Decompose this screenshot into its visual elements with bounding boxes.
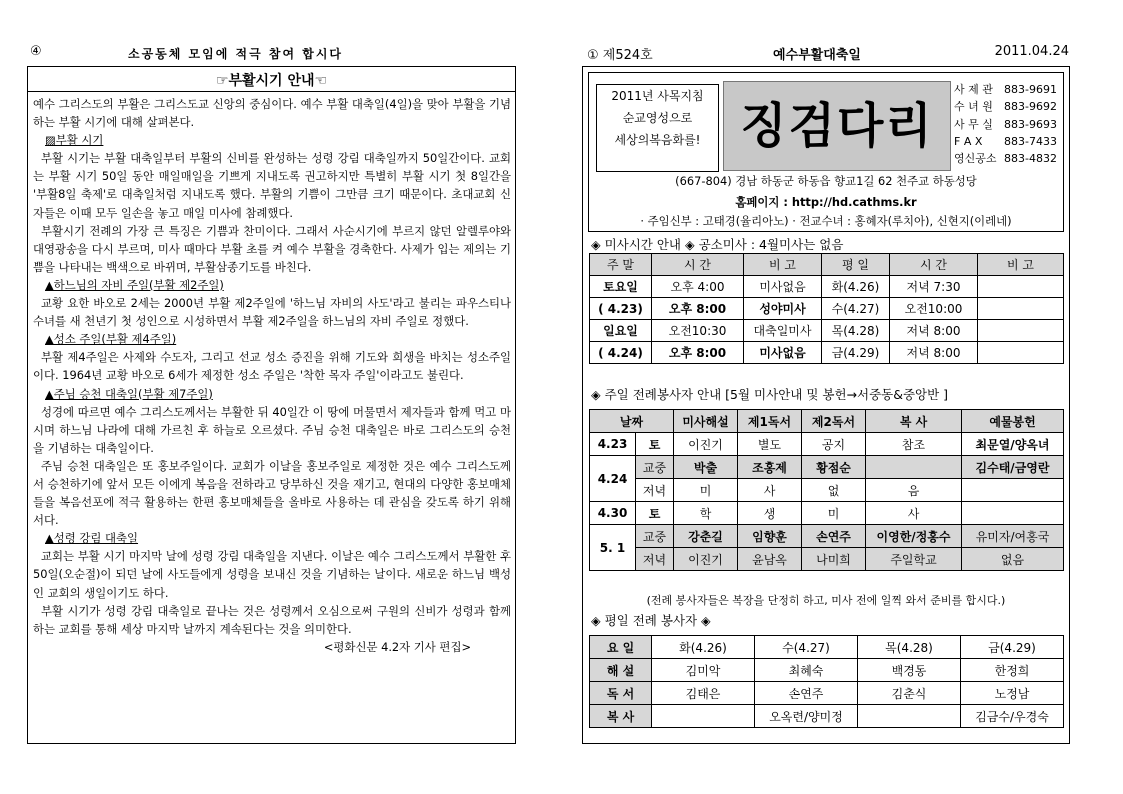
- weekday-row: [590, 705, 1064, 728]
- weekday-header-cell: 금(4.29): [961, 636, 1064, 659]
- article-subheading: ▲성소 주일(부활 제4주일): [45, 332, 177, 347]
- servers-cell: 학: [674, 502, 738, 525]
- servers-cell: [962, 502, 1064, 525]
- contact-label: 사 무 실: [954, 117, 993, 131]
- weekday-cell: 김미악: [652, 659, 755, 682]
- weekday-cell: 오옥련/양미정: [755, 705, 858, 728]
- contact-row: [954, 133, 1064, 150]
- mass-cell: 저녁 8:00: [890, 320, 978, 342]
- mass-cell: 화(4.26): [822, 276, 890, 298]
- servers-row: [590, 502, 1064, 525]
- weekday-cell: 김태은: [652, 682, 755, 705]
- servers-header-cell: 복 사: [866, 410, 962, 433]
- mass-cell: [978, 320, 1064, 342]
- mass-cell: 목(4.28): [822, 320, 890, 342]
- contact-row: [954, 150, 1064, 167]
- mass-schedule-table: [589, 253, 1064, 364]
- weekday-cell: 김춘식: [858, 682, 961, 705]
- servers-cell: 4.24: [590, 456, 636, 502]
- weekday-cell: 독 서: [590, 682, 652, 705]
- mass-cell: 성야미사: [744, 298, 822, 320]
- servers-row: [590, 479, 1064, 502]
- servers-cell: 토: [636, 433, 674, 456]
- mass-cell: 대축일미사: [744, 320, 822, 342]
- sunday-servers-title: ◈ 주일 전례봉사자 안내 [5월 미사안내 및 봉헌→서중동&중앙반 ]: [591, 387, 949, 402]
- contact-label: F A X: [954, 134, 983, 148]
- mass-cell: [978, 298, 1064, 320]
- weekday-cell: 손연주: [755, 682, 858, 705]
- servers-cell: 이영한/정홍수: [866, 525, 962, 548]
- mass-header-cell: 평 일: [822, 254, 890, 276]
- servers-cell: 저녁: [636, 548, 674, 571]
- servers-cell: 박출: [674, 456, 738, 479]
- right-page-header: [583, 44, 1069, 64]
- article-paragraph: 주님 승천 대축일은 또 홍보주일이다. 교회가 이날을 홍보주일로 제정한 것은 예수 그리스도께서 승천하기에 앞서 모든 이에게 복음을 전하라고 당부하신 것을 재기고, 현대의 다양한 홍보매체들을 복음선포에 적극 활용하는 한편 홍보매체들을 올바로 사용하는 데 관심을 갖도록 하기 위해서다.: [33, 458, 511, 528]
- weekday-cell: 한정희: [961, 659, 1064, 682]
- mass-header-cell: 비 고: [744, 254, 822, 276]
- mass-schedule-title: ◈ 미사시간 안내 ◈ 공소미사 : 4월미사는 없음: [591, 237, 844, 252]
- contact-label: 영신공소: [954, 152, 997, 166]
- mass-row: [590, 276, 1064, 298]
- contact-phone: 883-7433: [1004, 134, 1057, 148]
- article-credit: <평화신문 4.2자 기사 편집>: [323, 639, 471, 654]
- contact-phone: 883-4832: [1004, 152, 1057, 166]
- servers-cell: 사: [738, 479, 802, 502]
- servers-cell: 음: [866, 479, 962, 502]
- mass-header-cell: 시 간: [652, 254, 744, 276]
- weekday-cell: 김금수/우경숙: [961, 705, 1064, 728]
- article-paragraph: 교황 요한 바오로 2세는 2000년 부활 제2주일에 '하느님 자비의 사도'라고 불리는 파우스티나 수녀를 새 천년기 첫 성인으로 시성하면서 부활 제2주일을 하느님의 자비 주일로 정했다.: [33, 296, 511, 329]
- mass-header-cell: 주 말: [590, 254, 652, 276]
- servers-cell: [866, 456, 962, 479]
- contact-list: [954, 81, 1064, 167]
- mass-cell: [978, 276, 1064, 298]
- article-subheading: ▨부활 시기: [45, 133, 104, 148]
- mass-header-cell: 시 간: [890, 254, 978, 276]
- servers-cell: 4.23: [590, 433, 636, 456]
- servers-header-cell: 미사해설: [674, 410, 738, 433]
- mass-cell: 오전10:30: [652, 320, 744, 342]
- weekday-row: [590, 659, 1064, 682]
- feast-title: 예수부활대축일: [773, 48, 861, 63]
- weekday-cell: 해 설: [590, 659, 652, 682]
- mass-row: [590, 342, 1064, 364]
- church-address: (667-804) 경남 하동군 하동읍 향교1길 62 천주교 하동성당: [675, 174, 977, 188]
- servers-cell: 생: [738, 502, 802, 525]
- weekday-cell: [652, 705, 755, 728]
- mass-header-cell: 비 고: [978, 254, 1064, 276]
- servers-cell: 유미자/여홍국: [962, 525, 1064, 548]
- weekday-header-cell: 화(4.26): [652, 636, 755, 659]
- page-number: ④: [30, 44, 42, 59]
- servers-cell: 미: [674, 479, 738, 502]
- servers-cell: 주일학교: [866, 548, 962, 571]
- motto-line: 세상의복음화를!: [614, 133, 701, 147]
- homepage-link[interactable]: 홈페이지 : http://hd.cathms.kr: [735, 195, 917, 209]
- servers-cell: 5. 1: [590, 525, 636, 571]
- weekday-header-cell: 목(4.28): [858, 636, 961, 659]
- mass-cell: 미사없음: [744, 342, 822, 364]
- masthead: [588, 72, 1064, 232]
- servers-cell: 윤남옥: [738, 548, 802, 571]
- servers-cell: 강춘길: [674, 525, 738, 548]
- contact-row: [954, 116, 1064, 133]
- article-subheading: ▲성령 강림 대축일: [45, 531, 139, 546]
- servers-header-cell: 예물봉헌: [962, 410, 1064, 433]
- weekday-cell: 복 사: [590, 705, 652, 728]
- sunday-servers-table: [589, 409, 1064, 571]
- mass-row: [590, 320, 1064, 342]
- article-paragraph: 부활 제4주일은 사제와 수도자, 그리고 선교 성소 증진을 위해 기도와 희생을 바치는 성소주일이다. 1964년 교황 바오로 6세가 제정한 성소 주일은 '착한 목자 주일'이라고도 불린다.: [33, 350, 511, 383]
- servers-cell: 김수태/금영란: [962, 456, 1064, 479]
- mass-cell: 저녁 7:30: [890, 276, 978, 298]
- weekday-cell: 노정남: [961, 682, 1064, 705]
- servers-row: [590, 433, 1064, 456]
- contact-label: 사 제 관: [954, 83, 993, 96]
- left-page-header: [28, 44, 518, 64]
- servers-cell: 토: [636, 502, 674, 525]
- mass-cell: 미사없음: [744, 276, 822, 298]
- article-paragraph: 부활시기 전례의 가장 큰 특징은 기쁨과 찬미이다. 그래서 사순시기에 부르지 않던 알렐루야와 대영광송을 다시 부르며, 미사 때마다 부활 초를 켜 예수 부활을 경축한다. 사제가 입는 제의는 기쁨을 나타내는 백색으로 바뀌며, 부활삼종기도를 바친다.: [33, 223, 511, 274]
- mass-cell: 오전10:00: [890, 298, 978, 320]
- article-paragraph: 부활 시기는 부활 대축일부터 부활의 신비를 완성하는 성령 강림 대축일까지 50일간이다. 교회는 부활 시기 50일 동안 매일매일을 기쁘게 지내도록 권고하지만 특별히 부활 시기 첫 8일간을 '부활8일 축제'로 대축일처럼 지내도록 했다. 부활의 기쁨이 그만큼 크기 때문이다. 초대교회 신자들은 이때 모두 일손을 놓고 매일 미사에 참례했다.: [33, 151, 511, 220]
- page-slogan: 소공동체 모임에 적극 참여 합시다: [128, 47, 344, 61]
- weekday-header-row: [590, 636, 1064, 659]
- mass-cell: 오후 4:00: [652, 276, 744, 298]
- servers-row: [590, 456, 1064, 479]
- weekday-cell: [858, 705, 961, 728]
- servers-cell: 나미희: [802, 548, 866, 571]
- article-title: ☞부활시기 안내☜: [215, 73, 328, 89]
- issue-number: ① 제524호: [587, 48, 653, 63]
- servers-header-cell: 날짜: [590, 410, 674, 433]
- article-subheading: ▲주님 승천 대축일(부활 제7주일): [45, 386, 213, 401]
- servers-cell: 사: [866, 502, 962, 525]
- servers-cell: 교중: [636, 456, 674, 479]
- article-paragraph: 부활 시기가 성령 강림 대축일로 끝나는 것은 성령께서 오심으로써 구원의 신비가 성령과 함께하는 교회를 통해 세상 마지막 날까지 계속된다는 것을 의미한다.: [33, 603, 511, 636]
- article-paragraph: 예수 그리스도의 부활은 그리스도교 신앙의 중심이다. 예수 부활 대축일(4일)을 맞아 부활을 기념하는 부활 시기에 대해 살펴본다.: [33, 97, 511, 130]
- contact-label: 수 녀 원: [954, 100, 993, 114]
- servers-cell: 참조: [866, 433, 962, 456]
- bulletin-box: [582, 66, 1070, 744]
- pastoral-motto: [596, 84, 719, 172]
- weekday-header-cell: 요 일: [590, 636, 652, 659]
- article-box: [27, 66, 516, 744]
- weekday-header-cell: 수(4.27): [755, 636, 858, 659]
- servers-cell: 조홍제: [738, 456, 802, 479]
- mass-header-row: [590, 254, 1064, 276]
- parish-staff: · 주임신부 : 고태경(율리아노) · 전교수녀 : 홍혜자(루치아), 신현지(이레네): [640, 214, 1012, 228]
- bulletin-logo: 징검다리: [723, 81, 951, 171]
- weekday-row: [590, 682, 1064, 705]
- servers-cell: 이진기: [674, 433, 738, 456]
- servers-cell: 최문열/양옥녀: [962, 433, 1064, 456]
- issue-date: 2011.04.24: [994, 44, 1069, 59]
- mass-cell: 일요일: [590, 320, 652, 342]
- weekday-cell: 백경동: [858, 659, 961, 682]
- motto-line: 순교영성으로: [622, 111, 693, 125]
- mass-cell: 금(4.29): [822, 342, 890, 364]
- article-body: [33, 95, 511, 656]
- contact-row: [954, 81, 1064, 98]
- servers-cell: 4.30: [590, 502, 636, 525]
- article-paragraph: 교회는 부활 시기 마지막 날에 성령 강림 대축일을 지낸다. 이날은 예수 그리스도께서 부활한 후 50일(오순절)이 되던 날에 사도들에게 성령을 보내신 것을 기념하는 날이다. 새로운 하느님 백성인 교회의 생일이기도 하다.: [33, 549, 511, 600]
- mass-cell: 오후 8:00: [652, 298, 744, 320]
- servers-row: [590, 525, 1064, 548]
- contact-row: [954, 98, 1064, 115]
- mass-cell: 저녁 8:00: [890, 342, 978, 364]
- mass-row: [590, 298, 1064, 320]
- servers-cell: 이진기: [674, 548, 738, 571]
- servers-cell: 없: [802, 479, 866, 502]
- servers-cell: [962, 479, 1064, 502]
- servers-cell: 황점순: [802, 456, 866, 479]
- servers-cell: 없음: [962, 548, 1064, 571]
- contact-phone: 883-9693: [1004, 117, 1057, 131]
- servers-cell: 교중: [636, 525, 674, 548]
- mass-cell: ( 4.23): [590, 298, 652, 320]
- mass-cell: [978, 342, 1064, 364]
- servers-header-cell: 제2독서: [802, 410, 866, 433]
- servers-note: (전례 봉사자들은 복장을 단정히 하고, 미사 전에 일찍 와서 준비를 합시다.): [646, 594, 1006, 607]
- servers-cell: 저녁: [636, 479, 674, 502]
- article-paragraph: 성경에 따르면 예수 그리스도께서는 부활한 뒤 40일간 이 땅에 머물면서 제자들과 함께 먹고 마시며 하느님 나라에 대해 가르친 후 하늘로 오르셨다. 주님 승천 대축일은 바로 그리스도의 승천을 기념하는 대축일이다.: [33, 404, 511, 455]
- mass-cell: 토요일: [590, 276, 652, 298]
- servers-cell: 별도: [738, 433, 802, 456]
- servers-cell: 공지: [802, 433, 866, 456]
- mass-cell: 수(4.27): [822, 298, 890, 320]
- servers-cell: 미: [802, 502, 866, 525]
- article-subheading: ▲하느님의 자비 주일(부활 제2주일): [45, 277, 224, 292]
- servers-header-cell: 제1독서: [738, 410, 802, 433]
- weekday-cell: 최혜숙: [755, 659, 858, 682]
- weekday-servers-title: ◈ 평일 전례 봉사자 ◈: [591, 613, 711, 628]
- mass-cell: 오후 8:00: [652, 342, 744, 364]
- servers-cell: 손연주: [802, 525, 866, 548]
- motto-line: 2011년 사목지침: [611, 89, 704, 103]
- title-divider: [28, 91, 515, 92]
- servers-header-row: [590, 410, 1064, 433]
- weekday-servers-table: [589, 635, 1064, 728]
- servers-cell: 임향훈: [738, 525, 802, 548]
- contact-phone: 883-9691: [1004, 83, 1057, 96]
- servers-row: [590, 548, 1064, 571]
- mass-cell: ( 4.24): [590, 342, 652, 364]
- contact-phone: 883-9692: [1004, 100, 1057, 114]
